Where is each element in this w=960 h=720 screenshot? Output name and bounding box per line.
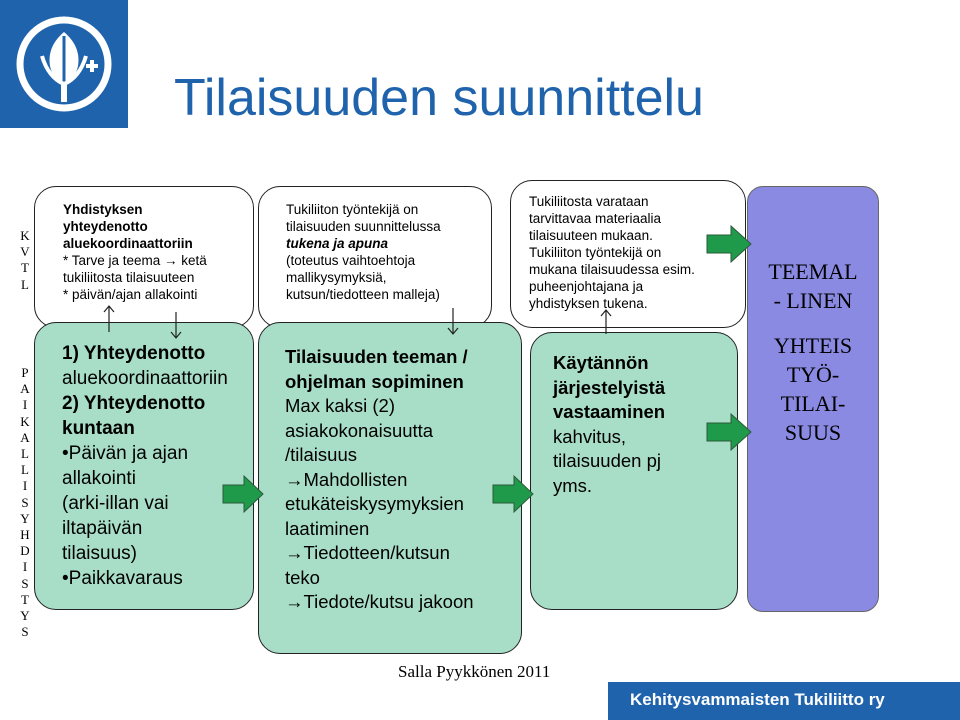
box-local-contact: 1) Yhteydenotto aluekoordinaattoriin 2) Yhteydenotto kuntaan •Päivän ja ajan allakointi (arki-illan vai iltapäivän tilaisuus) •Paikkavaraus bbox=[34, 322, 254, 610]
box-kvtl-support: Tukiliiton työntekijä on tilaisuuden suunnittelussa tukena ja apuna (toteutus vaihtoehtoja mallikysymyksiä, kutsun/tiedotteen malleja) bbox=[258, 186, 492, 328]
vertical-label-kvtl: K V T L bbox=[20, 228, 30, 292]
right-block-arrow-icon bbox=[706, 412, 752, 452]
up-arrow-icon bbox=[601, 310, 611, 334]
box-theme-line: TEEMAL - LINEN YHTEIS TYÖ- TILAI- SUUS bbox=[747, 186, 879, 612]
right-block-arrow-icon bbox=[492, 474, 534, 514]
vertical-label-paikallisyhdistys: P A I K A L L I S Y H D I S T Y S bbox=[20, 365, 30, 640]
page-title: Tilaisuuden suunnittelu bbox=[174, 69, 704, 127]
right-block-arrow-icon bbox=[222, 474, 264, 514]
box-kvtl-contact: Yhdistyksen yhteydenotto aluekoordinaattoriin * Tarve ja teema → ketä tukiliitosta tilaisuuteen * päivän/ajan allakointi bbox=[34, 186, 254, 328]
down-arrow-icon bbox=[171, 312, 181, 338]
author-credit: Salla Pyykkönen 2011 bbox=[398, 662, 551, 681]
box-kvtl-materials: Tukiliitosta varataan tarvittavaa materiaalia tilaisuuteen mukaan. Tukiliiton työntekijä on mukana tilaisuudessa esim. puheenjohtajana ja yhdistyksen tukena. bbox=[510, 180, 746, 328]
box-local-arrangements: Käytännön järjestelyistä vastaaminen kahvitus, tilaisuuden pj yms. bbox=[530, 332, 738, 610]
down-arrow-icon bbox=[448, 308, 458, 334]
brand-bar bbox=[608, 682, 960, 720]
up-arrow-icon bbox=[104, 306, 114, 332]
brand-name: Kehitysvammaisten Tukiliitto ry bbox=[630, 690, 885, 709]
right-block-arrow-icon bbox=[706, 224, 752, 264]
box-local-program: Tilaisuuden teeman / ohjelman sopiminen Max kaksi (2) asiakokonaisuutta /tilaisuus →Mahdollisten etukäteiskysymyksien laatiminen →Tiedotteen/kutsun teko →Tiedote/kutsu jakoon bbox=[258, 322, 522, 654]
